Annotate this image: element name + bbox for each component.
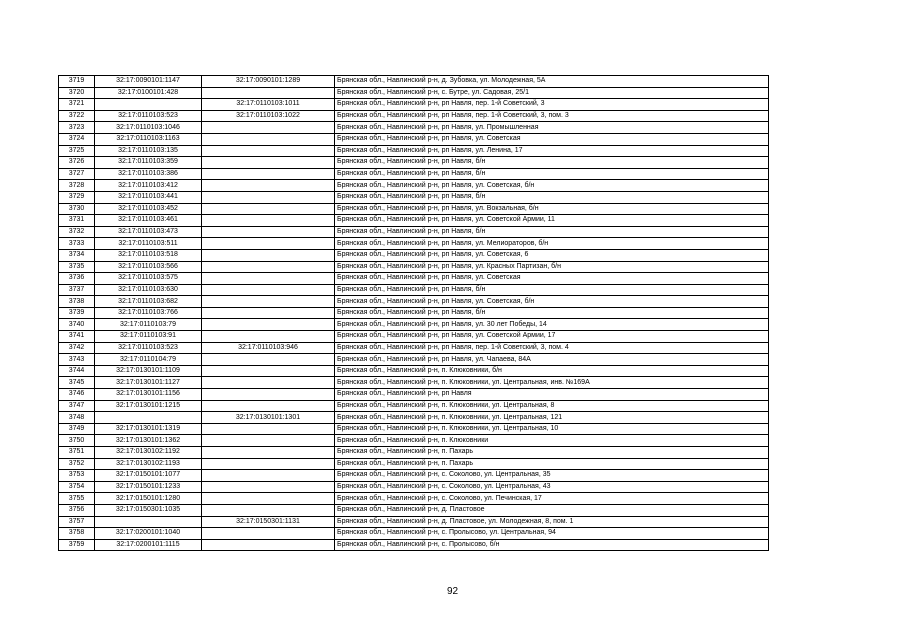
row-number-cell: 3724 [59, 133, 95, 145]
address-cell: Брянская обл., Навлинский р-н, рп Навля, ул. Промышленная [335, 122, 769, 134]
cadastral-number-cell [95, 99, 202, 111]
address-cell: Брянская обл., Навлинский р-н, с. Соколово, ул. Центральная, 43 [335, 481, 769, 493]
row-number-cell: 3747 [59, 400, 95, 412]
address-cell: Брянская обл., Навлинский р-н, п. Клюковники, ул. Центральная, 8 [335, 400, 769, 412]
address-cell: Брянская обл., Навлинский р-н, рп Навля, ул. Советской Армии, 11 [335, 215, 769, 227]
row-number-cell: 3727 [59, 168, 95, 180]
table-row [59, 99, 769, 111]
row-number-cell: 3745 [59, 377, 95, 389]
table-row [59, 133, 769, 145]
related-cadastral-number-cell [202, 203, 335, 215]
cadastral-number-cell: 32:17:0130101:1156 [95, 389, 202, 401]
cadastral-number-cell [95, 412, 202, 424]
table-row [59, 87, 769, 99]
table-row [59, 470, 769, 482]
related-cadastral-number-cell [202, 133, 335, 145]
row-number-cell: 3755 [59, 493, 95, 505]
cadastral-number-cell: 32:17:0130101:1127 [95, 377, 202, 389]
related-cadastral-number-cell [202, 435, 335, 447]
cadastral-number-cell: 32:17:0110103:91 [95, 331, 202, 343]
row-number-cell: 3758 [59, 528, 95, 540]
row-number-cell: 3720 [59, 87, 95, 99]
related-cadastral-number-cell [202, 122, 335, 134]
table-row [59, 261, 769, 273]
address-cell: Брянская обл., Навлинский р-н, рп Навля, ул. Чапаева, 84А [335, 354, 769, 366]
related-cadastral-number-cell [202, 226, 335, 238]
cadastral-number-cell: 32:17:0130101:1215 [95, 400, 202, 412]
related-cadastral-number-cell [202, 539, 335, 551]
row-number-cell: 3735 [59, 261, 95, 273]
related-cadastral-number-cell [202, 354, 335, 366]
address-cell: Брянская обл., Навлинский р-н, рп Навля, ул. Мелиораторов, б/н [335, 238, 769, 250]
address-cell: Брянская обл., Навлинский р-н, п. Клюковники, ул. Центральная, 121 [335, 412, 769, 424]
cadastral-number-cell: 32:17:0110103:386 [95, 168, 202, 180]
cadastral-number-cell: 32:17:0110103:566 [95, 261, 202, 273]
table-row [59, 273, 769, 285]
related-cadastral-number-cell: 32:17:0150301:1131 [202, 516, 335, 528]
address-cell: Брянская обл., Навлинский р-н, рп Навля, б/н [335, 307, 769, 319]
cadastral-number-cell: 32:17:0110103:461 [95, 215, 202, 227]
related-cadastral-number-cell [202, 493, 335, 505]
related-cadastral-number-cell [202, 157, 335, 169]
address-cell: Брянская обл., Навлинский р-н, рп Навля [335, 389, 769, 401]
table-row [59, 447, 769, 459]
address-cell: Брянская обл., Навлинский р-н, д. Зубовка, ул. Молодежная, 5А [335, 76, 769, 88]
cadastral-number-cell [95, 516, 202, 528]
cadastral-number-cell: 32:17:0110103:79 [95, 319, 202, 331]
row-number-cell: 3719 [59, 76, 95, 88]
cadastral-number-cell: 32:17:0110103:682 [95, 296, 202, 308]
cadastral-number-cell: 32:17:0110104:79 [95, 354, 202, 366]
related-cadastral-number-cell [202, 284, 335, 296]
table-row [59, 203, 769, 215]
registry-table [58, 75, 769, 551]
table-row [59, 412, 769, 424]
cadastral-number-cell: 32:17:0150101:1280 [95, 493, 202, 505]
table-row [59, 180, 769, 192]
table-row [59, 191, 769, 203]
address-cell: Брянская обл., Навлинский р-н, п. Клюковники [335, 435, 769, 447]
address-cell: Брянская обл., Навлинский р-н, п. Пахарь [335, 447, 769, 459]
row-number-cell: 3756 [59, 504, 95, 516]
row-number-cell: 3738 [59, 296, 95, 308]
cadastral-number-cell: 32:17:0110103:630 [95, 284, 202, 296]
related-cadastral-number-cell [202, 504, 335, 516]
row-number-cell: 3752 [59, 458, 95, 470]
cadastral-number-cell: 32:17:0150101:1077 [95, 470, 202, 482]
table-row [59, 539, 769, 551]
table-row [59, 389, 769, 401]
row-number-cell: 3736 [59, 273, 95, 285]
row-number-cell: 3721 [59, 99, 95, 111]
cadastral-number-cell: 32:17:0110103:1046 [95, 122, 202, 134]
related-cadastral-number-cell [202, 447, 335, 459]
row-number-cell: 3739 [59, 307, 95, 319]
address-cell: Брянская обл., Навлинский р-н, п. Пахарь [335, 458, 769, 470]
table-row [59, 331, 769, 343]
row-number-cell: 3748 [59, 412, 95, 424]
related-cadastral-number-cell [202, 389, 335, 401]
related-cadastral-number-cell [202, 168, 335, 180]
table-row [59, 481, 769, 493]
table-row [59, 377, 769, 389]
related-cadastral-number-cell [202, 215, 335, 227]
row-number-cell: 3726 [59, 157, 95, 169]
table-row [59, 307, 769, 319]
address-cell: Брянская обл., Навлинский р-н, рп Навля, б/н [335, 284, 769, 296]
row-number-cell: 3742 [59, 342, 95, 354]
address-cell: Брянская обл., Навлинский р-н, рп Навля, ул. Советская, б/н [335, 296, 769, 308]
related-cadastral-number-cell [202, 145, 335, 157]
page-number: 92 [446, 586, 459, 597]
address-cell: Брянская обл., Навлинский р-н, рп Навля, б/н [335, 191, 769, 203]
related-cadastral-number-cell [202, 481, 335, 493]
row-number-cell: 3746 [59, 389, 95, 401]
row-number-cell: 3757 [59, 516, 95, 528]
table-row [59, 493, 769, 505]
related-cadastral-number-cell [202, 273, 335, 285]
related-cadastral-number-cell: 32:17:0110103:1011 [202, 99, 335, 111]
related-cadastral-number-cell: 32:17:0130101:1301 [202, 412, 335, 424]
address-cell: Брянская обл., Навлинский р-н, д. Пластовое, ул. Молодежная, 8, пом. 1 [335, 516, 769, 528]
row-number-cell: 3732 [59, 226, 95, 238]
row-number-cell: 3725 [59, 145, 95, 157]
table-row [59, 365, 769, 377]
table-row [59, 226, 769, 238]
row-number-cell: 3730 [59, 203, 95, 215]
related-cadastral-number-cell [202, 331, 335, 343]
table-row [59, 354, 769, 366]
cadastral-number-cell: 32:17:0130102:1193 [95, 458, 202, 470]
cadastral-number-cell: 32:17:0110103:518 [95, 249, 202, 261]
address-cell: Брянская обл., Навлинский р-н, рп Навля, пер. 1-й Советский, 3 [335, 99, 769, 111]
address-cell: Брянская обл., Навлинский р-н, с. Соколово, ул. Центральная, 35 [335, 470, 769, 482]
table-row [59, 319, 769, 331]
row-number-cell: 3744 [59, 365, 95, 377]
address-cell: Брянская обл., Навлинский р-н, рп Навля, ул. Советская [335, 273, 769, 285]
related-cadastral-number-cell [202, 365, 335, 377]
address-cell: Брянская обл., Навлинский р-н, рп Навля, б/н [335, 226, 769, 238]
address-cell: Брянская обл., Навлинский р-н, рп Навля, пер. 1-й Советский, 3, пом. 4 [335, 342, 769, 354]
table-row [59, 249, 769, 261]
table-row [59, 400, 769, 412]
cadastral-number-cell: 32:17:0130101:1362 [95, 435, 202, 447]
row-number-cell: 3737 [59, 284, 95, 296]
related-cadastral-number-cell [202, 400, 335, 412]
address-cell: Брянская обл., Навлинский р-н, п. Клюковники, ул. Центральная, инв. №169А [335, 377, 769, 389]
cadastral-number-cell: 32:17:0200101:1040 [95, 528, 202, 540]
row-number-cell: 3723 [59, 122, 95, 134]
table-row [59, 342, 769, 354]
table-row [59, 110, 769, 122]
cadastral-number-cell: 32:17:0200101:1115 [95, 539, 202, 551]
table-row [59, 284, 769, 296]
related-cadastral-number-cell [202, 87, 335, 99]
row-number-cell: 3750 [59, 435, 95, 447]
address-cell: Брянская обл., Навлинский р-н, рп Навля, ул. 30 лет Победы, 14 [335, 319, 769, 331]
related-cadastral-number-cell [202, 470, 335, 482]
cadastral-number-cell: 32:17:0110103:766 [95, 307, 202, 319]
table-row [59, 423, 769, 435]
related-cadastral-number-cell [202, 377, 335, 389]
address-cell: Брянская обл., Навлинский р-н, п. Клюковники, ул. Центральная, 10 [335, 423, 769, 435]
address-cell: Брянская обл., Навлинский р-н, с. Бутре, ул. Садовая, 25/1 [335, 87, 769, 99]
table-row [59, 76, 769, 88]
row-number-cell: 3731 [59, 215, 95, 227]
cadastral-number-cell: 32:17:0110103:1163 [95, 133, 202, 145]
related-cadastral-number-cell [202, 191, 335, 203]
related-cadastral-number-cell [202, 296, 335, 308]
related-cadastral-number-cell [202, 261, 335, 273]
table-row [59, 458, 769, 470]
table-row [59, 296, 769, 308]
table-row [59, 215, 769, 227]
cadastral-number-cell: 32:17:0110103:412 [95, 180, 202, 192]
address-cell: Брянская обл., Навлинский р-н, рп Навля, ул. Советская [335, 133, 769, 145]
cadastral-number-cell: 32:17:0150301:1035 [95, 504, 202, 516]
address-cell: Брянская обл., Навлинский р-н, с. Пролысово, б/н [335, 539, 769, 551]
cadastral-number-cell: 32:17:0100101:428 [95, 87, 202, 99]
cadastral-number-cell: 32:17:0110103:135 [95, 145, 202, 157]
related-cadastral-number-cell [202, 319, 335, 331]
address-cell: Брянская обл., Навлинский р-н, рп Навля, б/н [335, 168, 769, 180]
table-row [59, 516, 769, 528]
cadastral-number-cell: 32:17:0110103:511 [95, 238, 202, 250]
related-cadastral-number-cell: 32:17:0110103:1022 [202, 110, 335, 122]
address-cell: Брянская обл., Навлинский р-н, рп Навля, ул. Советская, б/н [335, 180, 769, 192]
address-cell: Брянская обл., Навлинский р-н, п. Клюковники, б/н [335, 365, 769, 377]
address-cell: Брянская обл., Навлинский р-н, с. Соколово, ул. Печинская, 17 [335, 493, 769, 505]
cadastral-number-cell: 32:17:0110103:473 [95, 226, 202, 238]
related-cadastral-number-cell [202, 458, 335, 470]
cadastral-number-cell: 32:17:0150101:1233 [95, 481, 202, 493]
table-row [59, 157, 769, 169]
address-cell: Брянская обл., Навлинский р-н, рп Навля, б/н [335, 157, 769, 169]
address-cell: Брянская обл., Навлинский р-н, рп Навля, ул. Ленина, 17 [335, 145, 769, 157]
cadastral-number-cell: 32:17:0110103:441 [95, 191, 202, 203]
related-cadastral-number-cell [202, 249, 335, 261]
row-number-cell: 3751 [59, 447, 95, 459]
cadastral-number-cell: 32:17:0110103:359 [95, 157, 202, 169]
address-cell: Брянская обл., Навлинский р-н, рп Навля, ул. Красных Партизан, б/н [335, 261, 769, 273]
table-row [59, 238, 769, 250]
related-cadastral-number-cell: 32:17:0110103:946 [202, 342, 335, 354]
row-number-cell: 3734 [59, 249, 95, 261]
address-cell: Брянская обл., Навлинский р-н, рп Навля, ул. Советская, 6 [335, 249, 769, 261]
address-cell: Брянская обл., Навлинский р-н, с. Пролысово, ул. Центральная, 94 [335, 528, 769, 540]
registry-table-body [59, 76, 769, 551]
address-cell: Брянская обл., Навлинский р-н, рп Навля, ул. Вокзальная, б/н [335, 203, 769, 215]
cadastral-number-cell: 32:17:0130102:1192 [95, 447, 202, 459]
row-number-cell: 3741 [59, 331, 95, 343]
row-number-cell: 3753 [59, 470, 95, 482]
cadastral-number-cell: 32:17:0130101:1319 [95, 423, 202, 435]
cadastral-number-cell: 32:17:0110103:452 [95, 203, 202, 215]
cadastral-number-cell: 32:17:0090101:1147 [95, 76, 202, 88]
related-cadastral-number-cell [202, 180, 335, 192]
row-number-cell: 3729 [59, 191, 95, 203]
row-number-cell: 3759 [59, 539, 95, 551]
row-number-cell: 3733 [59, 238, 95, 250]
row-number-cell: 3749 [59, 423, 95, 435]
table-row [59, 122, 769, 134]
row-number-cell: 3728 [59, 180, 95, 192]
related-cadastral-number-cell [202, 238, 335, 250]
row-number-cell: 3722 [59, 110, 95, 122]
address-cell: Брянская обл., Навлинский р-н, рп Навля, ул. Советской Армии, 17 [335, 331, 769, 343]
table-row [59, 528, 769, 540]
table-row [59, 145, 769, 157]
related-cadastral-number-cell [202, 423, 335, 435]
table-row [59, 504, 769, 516]
related-cadastral-number-cell: 32:17:0090101:1289 [202, 76, 335, 88]
cadastral-number-cell: 32:17:0110103:575 [95, 273, 202, 285]
row-number-cell: 3743 [59, 354, 95, 366]
related-cadastral-number-cell [202, 528, 335, 540]
cadastral-number-cell: 32:17:0110103:523 [95, 342, 202, 354]
related-cadastral-number-cell [202, 307, 335, 319]
address-cell: Брянская обл., Навлинский р-н, рп Навля, пер. 1-й Советский, 3, пом. 3 [335, 110, 769, 122]
table-row [59, 168, 769, 180]
cadastral-number-cell: 32:17:0110103:523 [95, 110, 202, 122]
row-number-cell: 3740 [59, 319, 95, 331]
table-row [59, 435, 769, 447]
cadastral-number-cell: 32:17:0130101:1109 [95, 365, 202, 377]
address-cell: Брянская обл., Навлинский р-н, д. Пластовое [335, 504, 769, 516]
row-number-cell: 3754 [59, 481, 95, 493]
